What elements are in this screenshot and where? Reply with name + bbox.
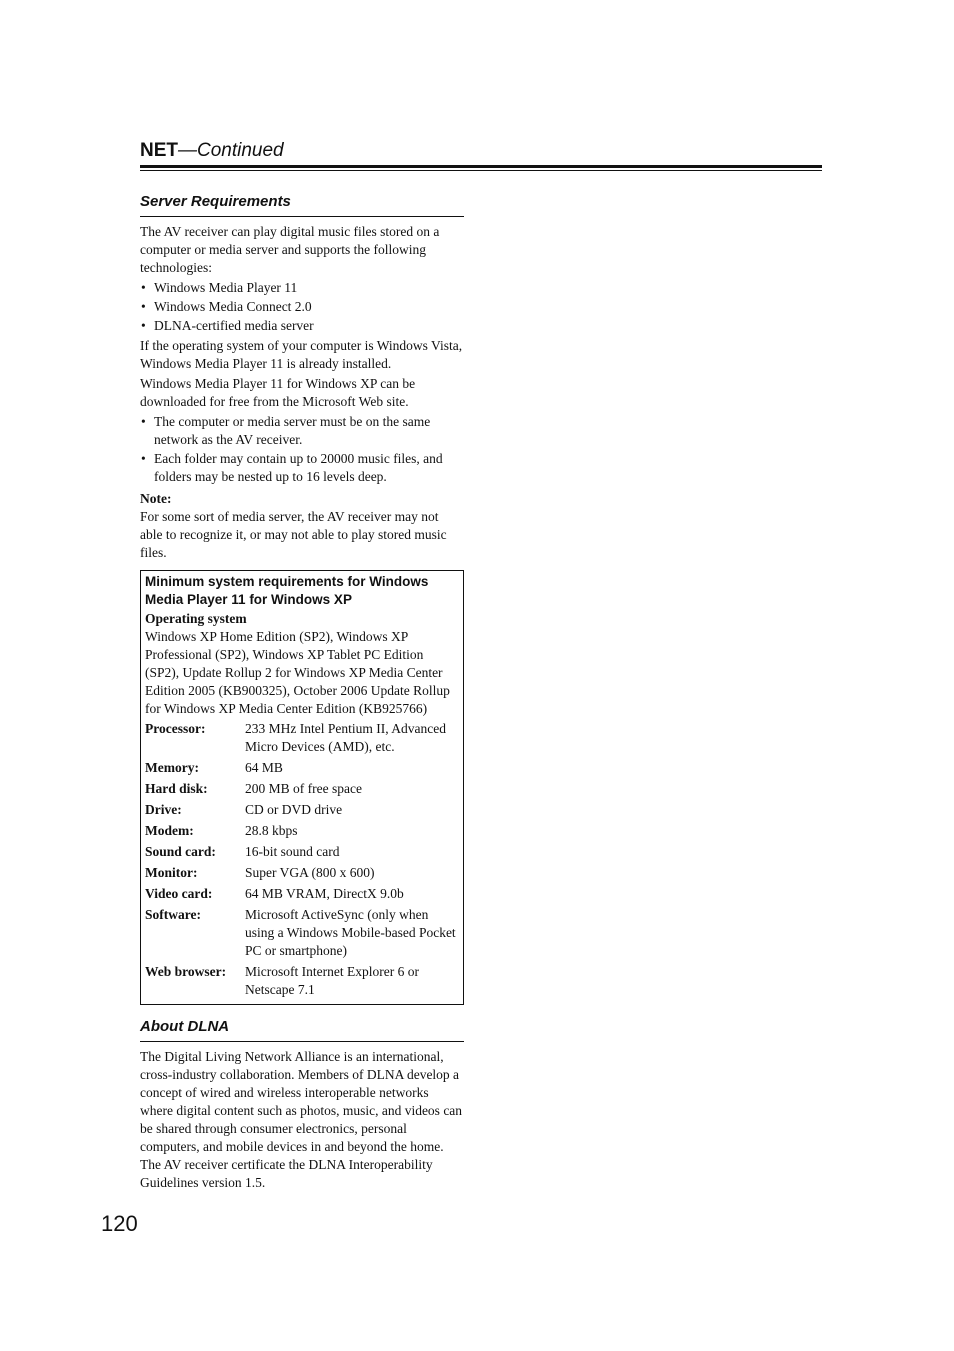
server-requirements-heading: Server Requirements xyxy=(140,191,464,217)
spec-label: Hard disk: xyxy=(145,781,208,796)
spec-row-software xyxy=(145,906,459,960)
spec-value: 64 MB xyxy=(245,760,283,775)
spec-row-monitor xyxy=(145,864,459,882)
header-title-continued: —Continued xyxy=(178,140,284,161)
spec-row-drive xyxy=(145,801,459,819)
spec-value: Microsoft Internet Explorer 6 or Netscape 7.1 xyxy=(245,964,419,997)
list-item: • Windows Media Player 11 xyxy=(141,280,298,295)
xp-download-paragraph: Windows Media Player 11 for Windows XP can be downloaded for free from the Microsoft Web site. xyxy=(140,376,416,409)
list-item: • DLNA-certified media server xyxy=(141,318,314,333)
spec-label: Web browser: xyxy=(145,964,227,979)
spec-value: Super VGA (800 x 600) xyxy=(245,865,375,880)
spec-label: Processor: xyxy=(145,721,206,736)
spec-row-sound-card xyxy=(145,843,459,861)
min-requirements-box xyxy=(140,570,464,1005)
page-header xyxy=(140,139,822,163)
list-item-text: Windows Media Connect 2.0 xyxy=(154,299,312,314)
os-label: Operating system xyxy=(145,611,247,626)
spec-label: Modem: xyxy=(145,823,194,838)
header-rule-thick xyxy=(140,165,822,168)
min-requirements-title: Minimum system requirements for Windows Media Player 11 for Windows XP xyxy=(145,574,429,607)
list-item-text: Each folder may contain up to 20000 music files, and folders may be nested up to 16 levels deep. xyxy=(154,451,443,484)
list-item: • Windows Media Connect 2.0 xyxy=(141,299,312,314)
list-item-text: Windows Media Player 11 xyxy=(154,280,298,295)
technology-list xyxy=(140,279,464,335)
about-dlna-heading: About DLNA xyxy=(140,1016,464,1042)
about-dlna-section xyxy=(140,1016,464,1192)
spec-label: Monitor: xyxy=(145,865,198,880)
spec-row-processor xyxy=(145,720,459,756)
spec-value: 16-bit sound card xyxy=(245,844,340,859)
os-text: Windows XP Home Edition (SP2), Windows XP Professional (SP2), Windows XP Tablet PC Edition (SP2), Update Rollup 2 for Windows XP Media Center Edition 2005 (KB900325), October 2006 Update Rollup for Windows XP Media Center Edition (KB925766) xyxy=(145,629,450,716)
spec-row-memory xyxy=(145,759,459,777)
spec-value: 28.8 kbps xyxy=(245,823,298,838)
list-item-text: DLNA-certified media server xyxy=(154,318,314,333)
header-title-bold: NET xyxy=(140,140,178,161)
vista-paragraph: If the operating system of your computer is Windows Vista, Windows Media Player 11 is already installed. xyxy=(140,338,463,371)
about-dlna-text: The Digital Living Network Alliance is an international, cross-industry collaboration. Members of DLNA develop a concept of wired and wireless interoperable networks where digital content such as photos, music, and videos can be shared through consumer electronics, personal computers, and mobile devices in and beyond the home. The AV receiver certificate the DLNA Interoperability Guidelines version 1.5. xyxy=(140,1049,463,1190)
list-item-text: The computer or media server must be on the same network as the AV receiver. xyxy=(154,414,431,447)
note-label: Note: xyxy=(140,491,172,506)
header-title xyxy=(140,139,822,163)
conditions-list xyxy=(140,413,464,486)
spec-value: 200 MB of free space xyxy=(245,781,362,796)
spec-value: 64 MB VRAM, DirectX 9.0b xyxy=(245,886,404,901)
spec-row-video-card xyxy=(145,885,459,903)
spec-label: Software: xyxy=(145,907,201,922)
server-intro: The AV receiver can play digital music files stored on a computer or media server and supports the following technologies: xyxy=(140,224,440,275)
spec-label: Sound card: xyxy=(145,844,216,859)
spec-label: Memory: xyxy=(145,760,199,775)
page-number: 120 xyxy=(101,1211,138,1236)
spec-value: 233 MHz Intel Pentium II, Advanced Micro Devices (AMD), etc. xyxy=(245,721,446,754)
spec-row-modem xyxy=(145,822,459,840)
spec-row-web-browser xyxy=(145,963,459,999)
header-rule-thin xyxy=(140,170,822,171)
spec-value: Microsoft ActiveSync (only when using a Windows Mobile-based Pocket PC or smartphone) xyxy=(245,907,456,958)
spec-label: Drive: xyxy=(145,802,182,817)
spec-value: CD or DVD drive xyxy=(245,802,343,817)
spec-label: Video card: xyxy=(145,886,213,901)
spec-row-hard-disk xyxy=(145,780,459,798)
list-item: • Each folder may contain up to 20000 music files, and folders may be nested up to 16 levels deep. xyxy=(141,451,443,484)
left-column xyxy=(140,191,464,1194)
note-text: For some sort of media server, the AV receiver may not able to recognize it, or may not able to play stored music files. xyxy=(140,509,447,560)
list-item: • The computer or media server must be on the same network as the AV receiver. xyxy=(141,414,431,447)
